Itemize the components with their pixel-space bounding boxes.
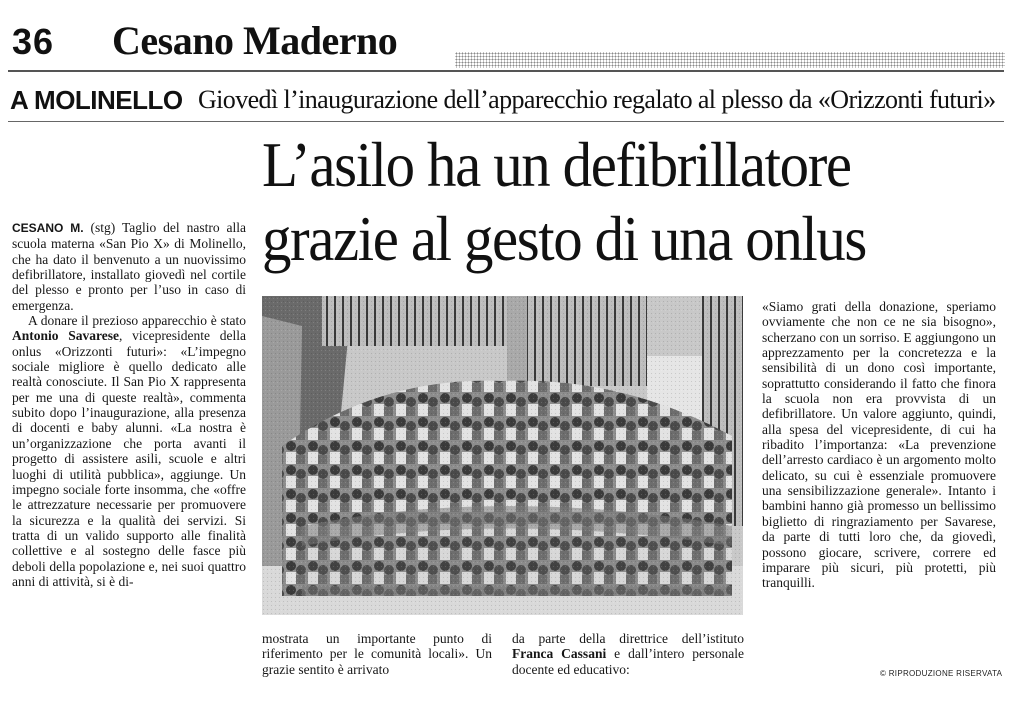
copyright-notice: © RIPRODUZIONE RISERVATA xyxy=(880,669,1003,678)
paragraph-2-start: A donare il prezioso apparecchio è stato xyxy=(28,313,246,329)
article-column-bottom-1 xyxy=(262,631,492,677)
paragraph-2-rest: , vicepresidente della onlus «Orizzonti futuri»: «L’impegno sociale migliore è quello dedicato alle realtà conosciute. Il San Pio X rappresenta per me una di queste realtà», commenta subito dopo l’inaugurazione, alla presenza di docenti e baby alunni. «La nostra è un’organizzazione che porta avanti il progetto di assistere asili, scuole e altri luoghi di utilità pubblica», aggiunge. Un impegno sociale forte insomma, che «offre le attrezzature necessarie per promuovere la sicurezza e la qualità dei servizi. Si tratta di un valido supporto alle finalità collettive e al sostegno delle fasce più deboli della popolazione e, nei suoi quattro anni di attività, si è di- xyxy=(12,328,246,589)
group-photo-icon xyxy=(262,296,743,615)
person-name-savarese: Antonio Savarese xyxy=(12,328,119,344)
kicker-location: A MOLINELLO xyxy=(10,85,183,115)
page-number: 36 xyxy=(12,21,55,62)
paragraph-3-rest: e dall’intero personale docente ed educativo: xyxy=(512,646,744,677)
person-name-cassani: Franca Cassani xyxy=(512,646,607,662)
article-column-bottom-2 xyxy=(512,631,744,677)
paragraph-4: «Siamo grati della donazione, speriamo ovviamente che non ce ne sia bisogno», scherzano con un sorriso. E aggiungono un apprezzamento per la concretezza e la sensibilità di un dono così importante, soprattutto considerando il fatto che finora la scuola non era provvista di un defibrillatore. Un valore aggiunto, quindi, alla spesa del vicepresidente, di cui ha ribadito l’importanza: «La prevenzione dell’arresto cardiaco è un argomento molto delicato, su cui è essenziale promuovere una sensibilizzazione generale». Intanto i bambini hanno già promesso un bellissimo biglietto di ringraziamento per Savarese, da parte di tutti loro che, da giovedì, possono giocare, scrivere, correre ed imparare più sicuri, più protetti, più tranquilli. xyxy=(762,299,996,591)
headline-line-2: grazie al gesto di una onlus xyxy=(262,203,866,274)
paragraph-continued: mostrata un importante punto di riferimento per le comunità locali». Un grazie sentito è arrivato xyxy=(262,631,492,677)
dateline: CESANO M. xyxy=(12,221,84,235)
section-town-title: Cesano Maderno xyxy=(112,18,398,63)
byline: (stg) xyxy=(90,220,116,235)
article-column-right xyxy=(762,299,996,591)
headline-line-1: L’asilo ha un defibrillatore xyxy=(262,129,851,200)
group-photo xyxy=(262,296,743,615)
header-dot-pattern xyxy=(455,52,1005,68)
header-rule xyxy=(8,70,1004,72)
paragraph-3-start: da parte della direttrice dell’istituto xyxy=(512,631,744,646)
subhead-rule xyxy=(8,121,1004,122)
paragraph-1: Taglio del nastro alla scuola materna «San Pio X» di Molinello, che ha dato il benvenuto a un nuovissimo defibrillatore, installato giovedì nel cortile del plesso e pronto per l’uso in caso di emergenza. xyxy=(12,220,246,313)
article-column-left xyxy=(12,220,246,589)
headline xyxy=(262,128,943,276)
subheadline: Giovedì l’inaugurazione dell’apparecchio regalato al plesso da «Orizzonti futuri» xyxy=(198,85,996,114)
